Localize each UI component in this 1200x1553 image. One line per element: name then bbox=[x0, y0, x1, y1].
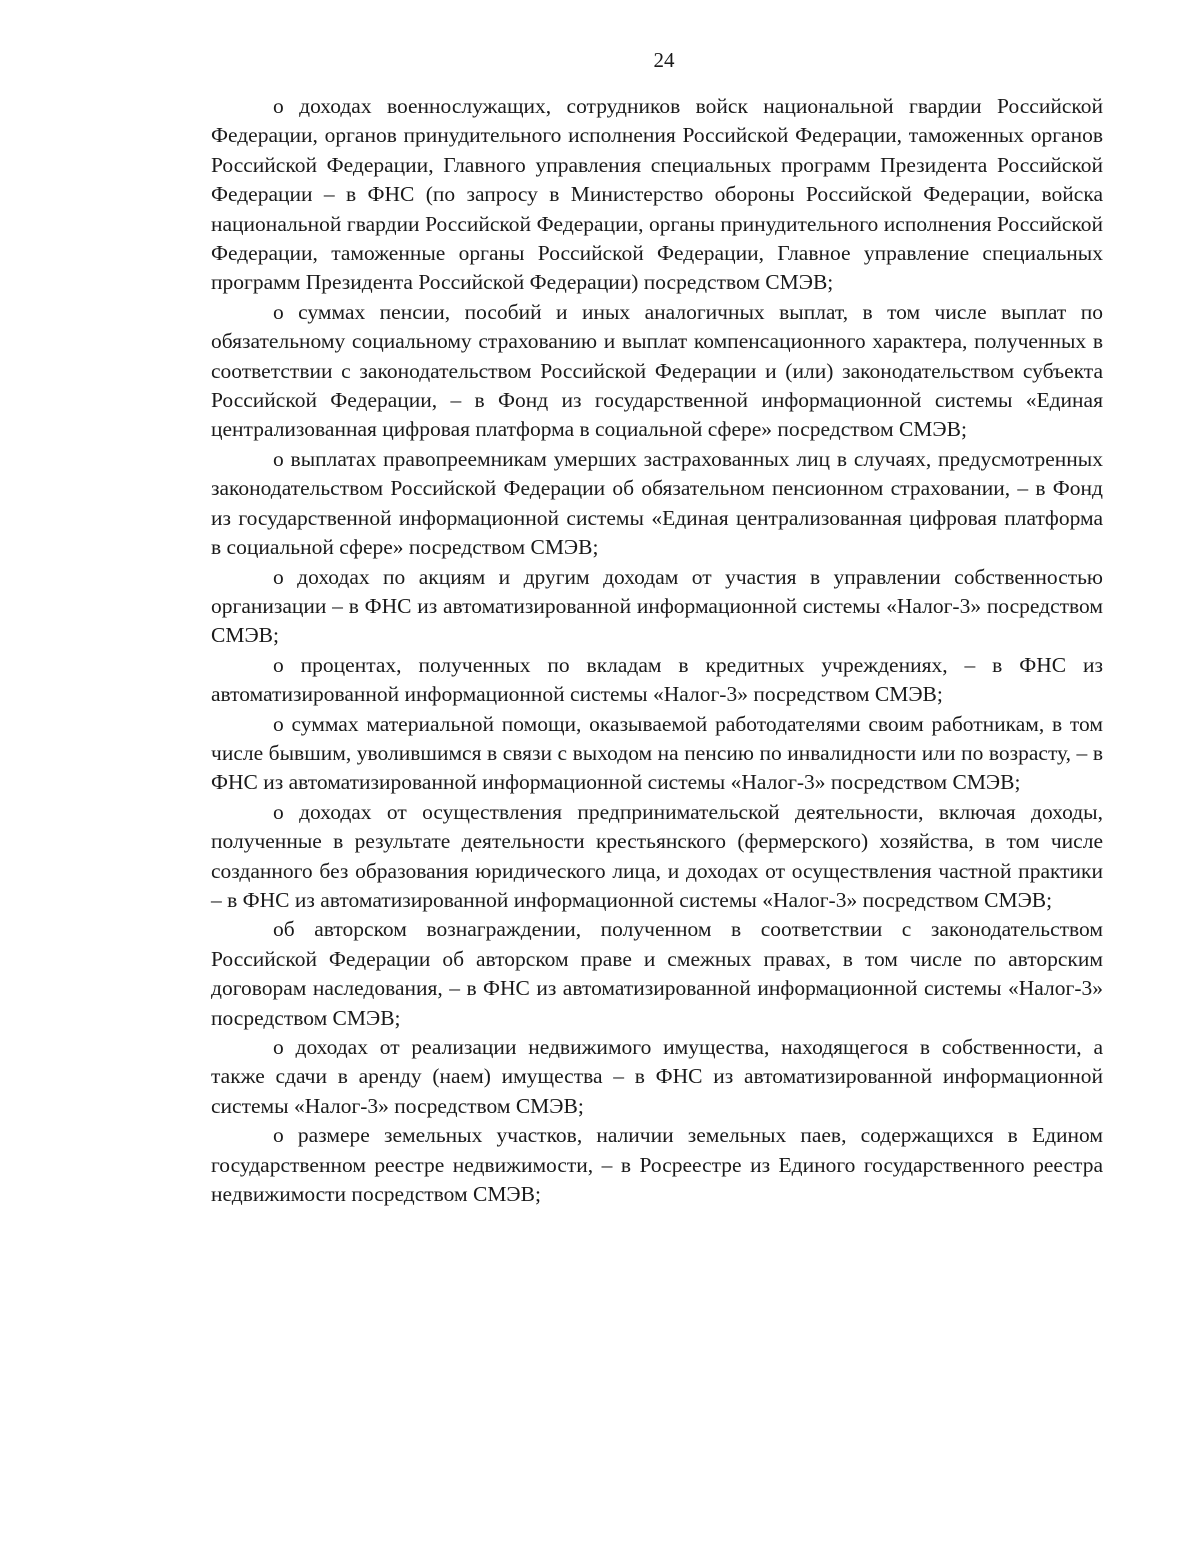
paragraph-share-income: о доходах по акциям и другим доходам от участия в управлении собственностью организации – в ФНС из автоматизированной информационной системы «Налог-3» посредством СМЭВ; bbox=[211, 564, 1103, 648]
paragraph-pension-benefits: о суммах пенсии, пособий и иных аналогичных выплат, в том числе выплат по обязательному социальному страхованию и выплат компенсационного характера, полученных в соответствии с законодательством Российской Федерации и (или) законодательством субъекта Российской Федерации, – в Фонд из государственной информационной системы «Единая централизованная цифровая платформа в социальной сфере» посредством СМЭВ; bbox=[211, 299, 1103, 442]
paragraph-successor-payments: о выплатах правопреемникам умерших застрахованных лиц в случаях, предусмотренных законодательством Российской Федерации об обязательном пенсионном страховании, – в Фонд из государственной информационной системы «Единая централизованная цифровая платформа в социальной сфере» посредством СМЭВ; bbox=[211, 446, 1103, 560]
paragraph-real-estate-income: о доходах от реализации недвижимого имущества, находящегося в собственности, а также сдачи в аренду (наем) имущества – в ФНС из автоматизированной информационной системы «Налог-3» посредством СМЭВ; bbox=[211, 1035, 1103, 1118]
paragraph-business-income: о доходах от осуществления предпринимательской деятельности, включая доходы, полученные в результате деятельности крестьянского (фермерского) хозяйства, в том числе созданного без образования юридического лица, и доходах от осуществления частной практики – в ФНС из автоматизированной информационной системы «Налог-3» посредством СМЭВ; bbox=[211, 799, 1103, 912]
paragraph-material-assistance: о суммах материальной помощи, оказываемой работодателями своим работникам, в том числе бывшим, уволившимся в связи с выходом на пенсию по инвалидности или по возрасту, – в ФНС из автоматизированной информационной системы «Налог-3» посредством СМЭВ; bbox=[211, 711, 1103, 795]
paragraph-deposit-interest: о процентах, полученных по вкладам в кредитных учреждениях, – в ФНС из автоматизированной информационной системы «Налог-3» посредством СМЭВ; bbox=[211, 652, 1103, 707]
paragraph-author-remuneration: об авторском вознаграждении, полученном в соответствии с законодательством Российской Федерации об авторском праве и смежных правах, в том числе по авторским договорам наследования, – в ФНС из автоматизированной информационной системы «Налог-3» посредством СМЭВ; bbox=[211, 917, 1103, 1030]
page-number: 24 bbox=[653, 48, 675, 72]
document-body bbox=[211, 92, 1103, 1209]
paragraph-military-income: о доходах военнослужащих, сотрудников войск национальной гвардии Российской Федерации, органов принудительного исполнения Российской Федерации, таможенных органов Российской Федерации, Главного управления специальных программ Президента Российской Федерации – в ФНС (по запросу в Министерство обороны Российской Федерации, войска национальной гвардии Российской Федерации, органы принудительного исполнения Российской Федерации, таможенные органы Российской Федерации, Главное управление специальных программ Президента Российской Федерации) посредством СМЭВ; bbox=[211, 94, 1103, 295]
paragraph-land-plots: о размере земельных участков, наличии земельных паев, содержащихся в Едином государственном реестре недвижимости, – в Росреестре из Единого государственного реестра недвижимости посредством СМЭВ; bbox=[211, 1123, 1103, 1207]
